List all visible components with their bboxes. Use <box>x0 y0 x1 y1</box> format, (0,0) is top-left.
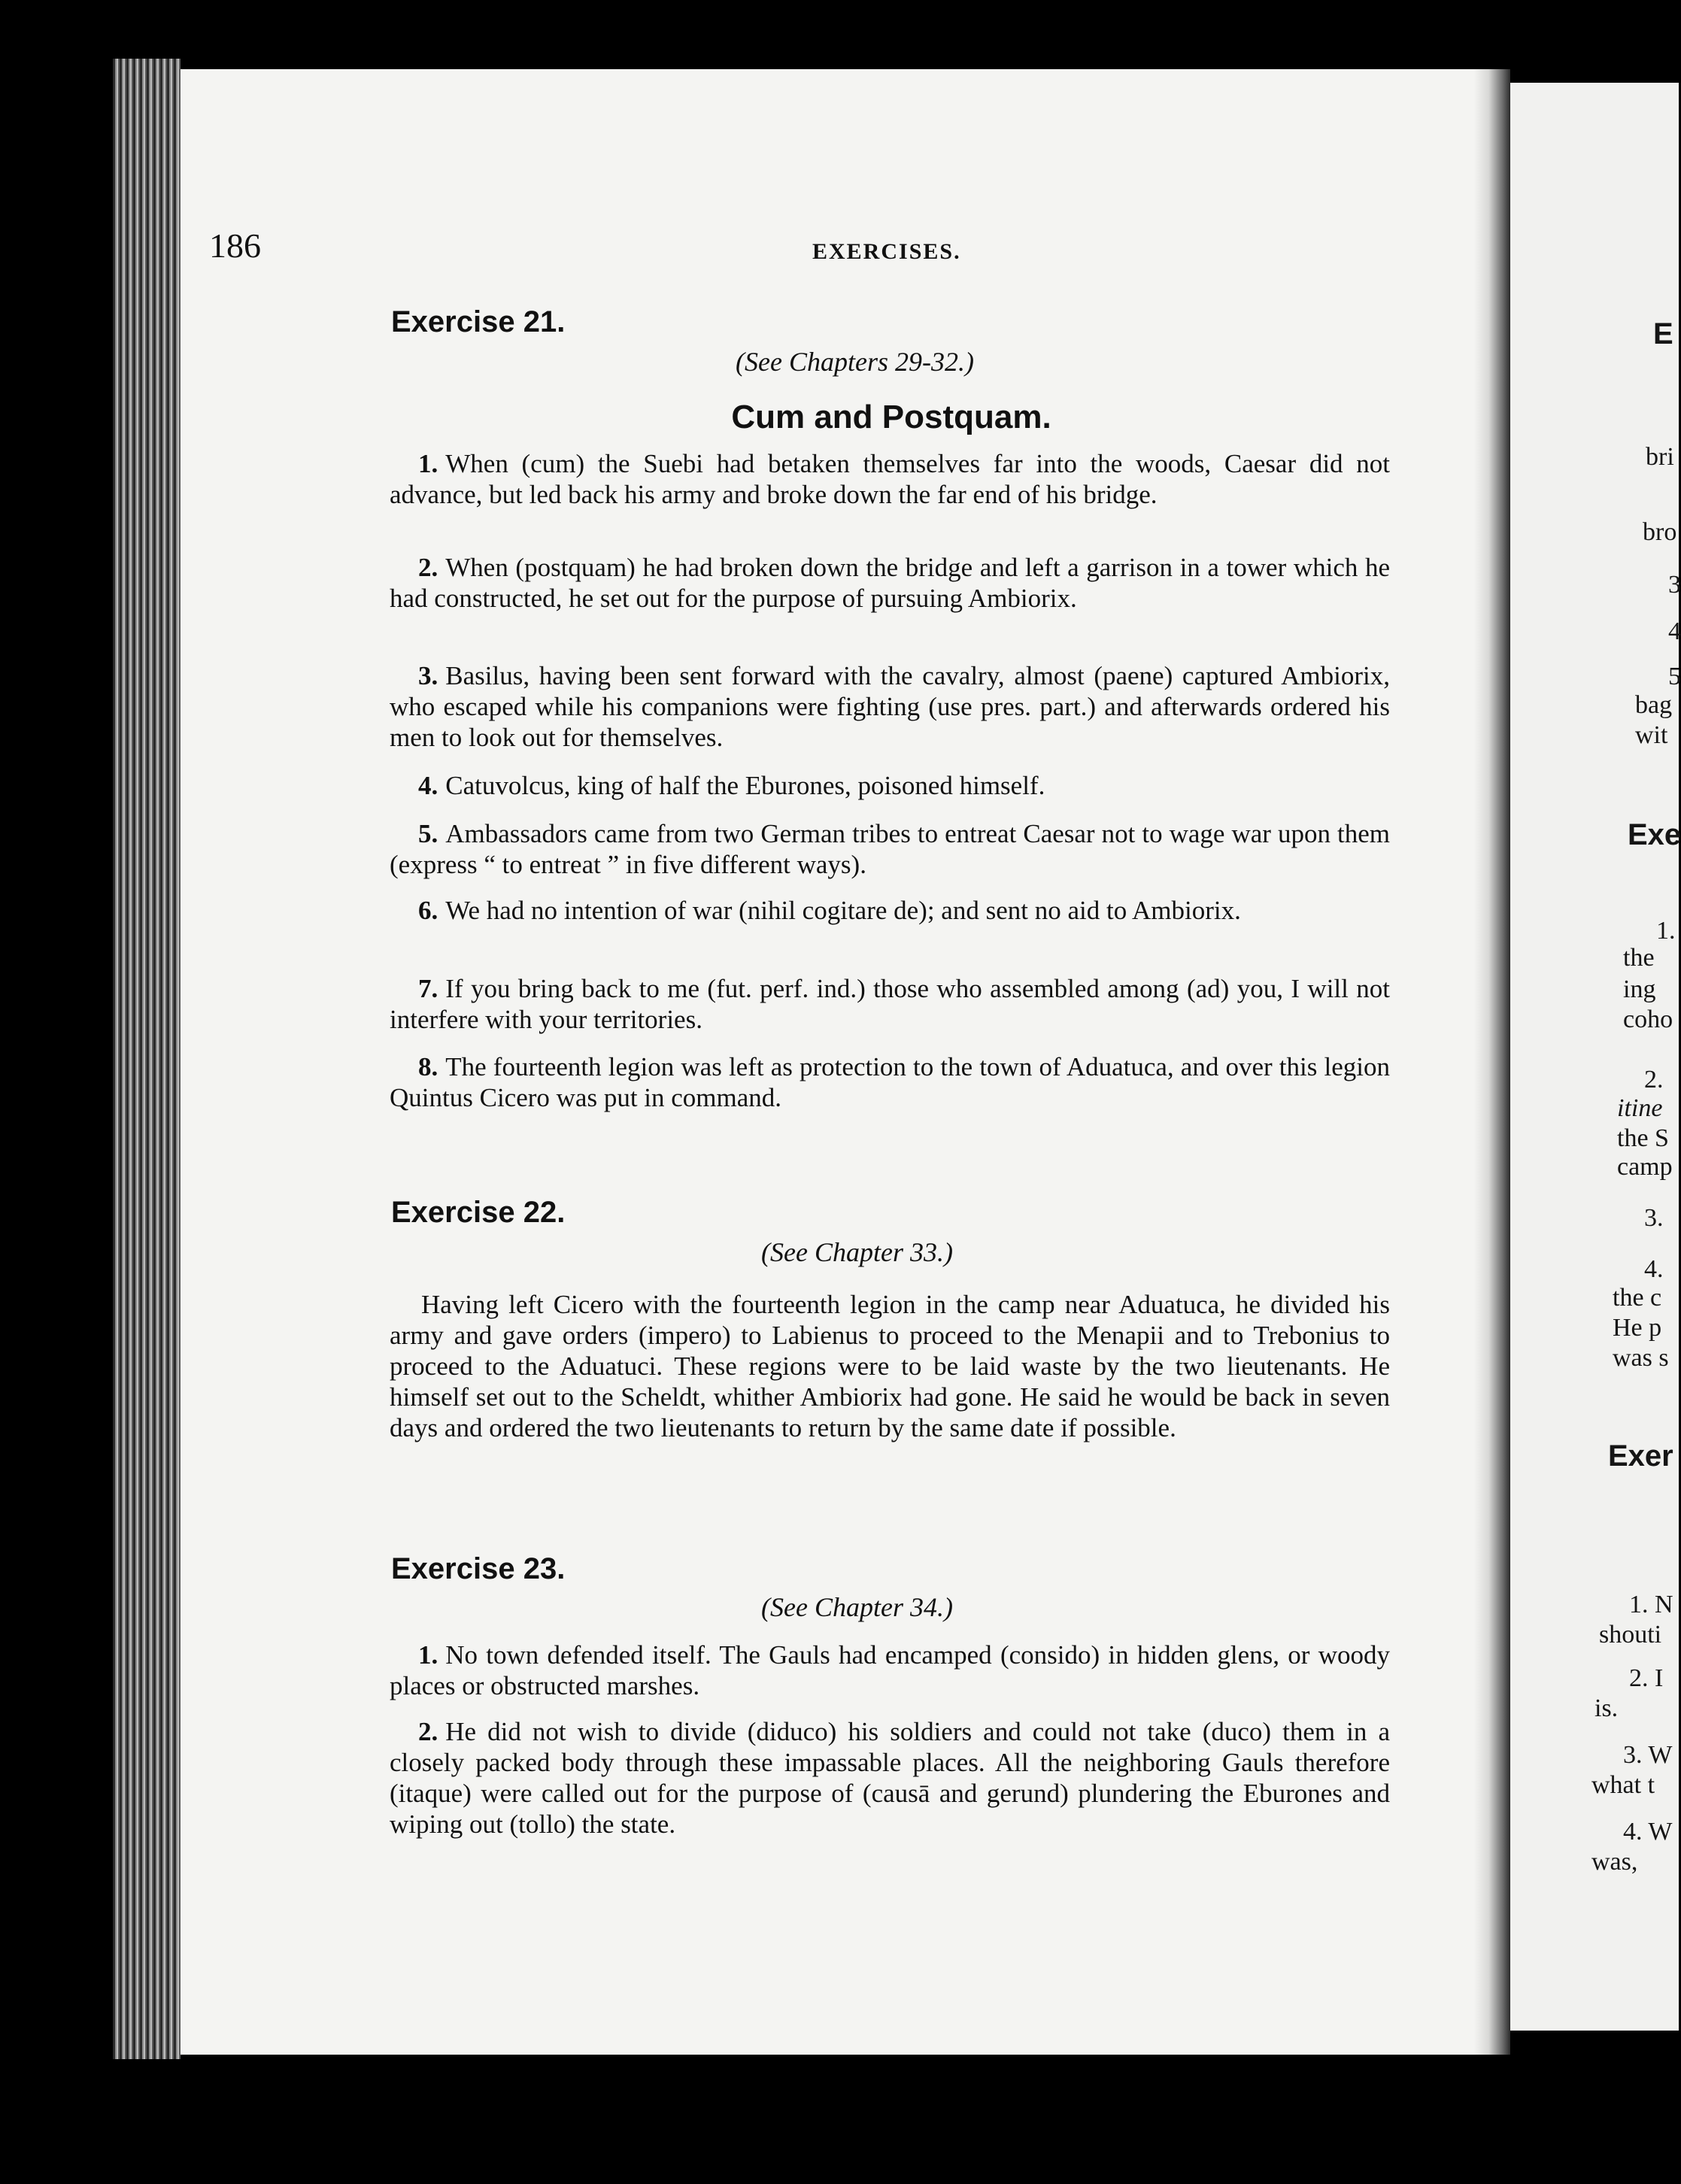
facing-fragment: 1. N <box>1629 1591 1673 1618</box>
exercise-22-text: Having left Cicero with the fourteenth legion in the camp near Aduatuca, he divided his army and gave orders (impero) to Labienus to proceed to the Menapii and to Trebonius to proceed to the Aduatuci. These regions were to be laid waste by the two lieutenants. He himself set out to the Scheldt, whither Ambiorix had gone. He said he would be back in seven days and ordered the two lieutenants to return by the same date if possible. <box>390 1290 1390 1442</box>
item-number: 1. <box>418 449 438 478</box>
exercise-21-item <box>390 448 1390 510</box>
item-text: Ambassadors came from two German tribes to entreat Caesar not to wage war upon them (express “ to entreat ” in five different ways). <box>390 819 1390 879</box>
facing-fragment: 1. <box>1656 917 1676 945</box>
item-text: Catuvolcus, king of half the Eburones, poisoned himself. <box>445 771 1045 800</box>
item-text: When (postquam) he had broken down the bridge and left a garrison in a tower which he had constructed, he set out for the purpose of pursuing Ambiorix. <box>390 553 1390 613</box>
book-gutter <box>1474 69 1510 2055</box>
facing-fragment: bag <box>1635 691 1673 719</box>
page-stack-edge <box>113 59 181 2059</box>
item-number: 7. <box>418 974 438 1003</box>
item-text: He did not wish to divide (diduco) his soldiers and could not take (duco) them in a closely packed body through these impassable places. All the neighboring Gauls therefore (itaque) were called out for the purpose of (causā and gerund) plundering the Eburones and wiping out (tollo) the state. <box>390 1717 1390 1839</box>
facing-fragment: is. <box>1595 1694 1619 1722</box>
exercise-21-item <box>390 770 1390 801</box>
item-number: 3. <box>418 661 438 690</box>
item-number: 2. <box>418 553 438 582</box>
exercise-23-title: Exercise 23. <box>391 1552 566 1585</box>
item-number: 2. <box>418 1717 438 1746</box>
facing-fragment: bro <box>1643 518 1677 546</box>
facing-fragment: 5 <box>1668 663 1681 690</box>
facing-fragment: ing <box>1623 975 1656 1003</box>
facing-fragment: what t <box>1591 1771 1655 1799</box>
facing-fragment: 3 <box>1668 571 1681 599</box>
facing-fragment: itine <box>1617 1094 1663 1122</box>
exercise-23-item <box>390 1640 1390 1701</box>
item-number: 1. <box>418 1640 438 1670</box>
exercise-22-title: Exercise 22. <box>391 1196 566 1229</box>
exercise-22-reference: (See Chapter 33.) <box>761 1237 953 1267</box>
exercise-21-title: Exercise 21. <box>391 305 566 338</box>
running-head: EXERCISES. <box>812 239 961 264</box>
facing-fragment: was, <box>1591 1848 1638 1876</box>
facing-fragment: 3. <box>1644 1204 1664 1232</box>
exercise-21-item <box>390 552 1390 614</box>
item-text: Basilus, having been sent forward with the cavalry, almost (paene) captured Ambiorix, who escaped while his companions were fighting (use pres. part.) and afterwards ordered his men to look out for themselves. <box>390 661 1390 752</box>
facing-fragment: the S <box>1617 1124 1669 1152</box>
exercise-21-item <box>390 818 1390 880</box>
item-text: The fourteenth legion was left as protection to the town of Aduatuca, and over this legion Quintus Cicero was put in command. <box>390 1052 1390 1112</box>
facing-fragment: Exer <box>1608 1439 1673 1473</box>
facing-fragment: 4 <box>1668 617 1681 645</box>
facing-fragment: 3. W <box>1623 1741 1673 1769</box>
facing-fragment: 4. W <box>1623 1818 1673 1846</box>
item-text: No town defended itself. The Gauls had encamped (consido) in hidden glens, or woody places or obstructed marshes. <box>390 1640 1390 1700</box>
exercise-23-item <box>390 1716 1390 1840</box>
item-text: If you bring back to me (fut. perf. ind.) those who assembled among (ad) you, I will not interfere with your territories. <box>390 974 1390 1034</box>
page-number: 186 <box>209 226 261 265</box>
facing-fragment: E <box>1653 317 1673 350</box>
facing-fragment: shouti <box>1599 1621 1662 1649</box>
facing-fragment: coho <box>1623 1006 1673 1033</box>
facing-fragment: 4. <box>1644 1255 1664 1283</box>
facing-fragment: the c <box>1613 1284 1662 1312</box>
exercise-21-reference: (See Chapters 29-32.) <box>736 347 974 377</box>
exercise-21-topic: Cum and Postquam. <box>731 399 1051 435</box>
facing-fragment: was s <box>1613 1344 1669 1372</box>
facing-fragment: bri <box>1646 443 1674 471</box>
facing-fragment: camp <box>1617 1153 1673 1181</box>
facing-fragment: He p <box>1613 1314 1662 1342</box>
exercise-23-reference: (See Chapter 34.) <box>761 1592 953 1622</box>
facing-fragment: wit <box>1635 721 1668 749</box>
item-number: 8. <box>418 1052 438 1081</box>
item-number: 4. <box>418 771 438 800</box>
item-number: 5. <box>418 819 438 848</box>
exercise-21-item <box>390 973 1390 1035</box>
facing-fragment: Exe <box>1628 818 1681 851</box>
facing-fragment: 2. <box>1644 1066 1664 1094</box>
exercise-21-item <box>390 895 1390 926</box>
item-text: When (cum) the Suebi had betaken themselves far into the woods, Caesar did not advance, but led back his army and broke down the far end of his bridge. <box>390 449 1390 509</box>
item-number: 6. <box>418 896 438 925</box>
exercise-21-item <box>390 1051 1390 1113</box>
item-text: We had no intention of war (nihil cogitare de); and sent no aid to Ambiorix. <box>445 896 1241 925</box>
facing-page <box>1510 83 1679 2031</box>
exercise-21-item <box>390 660 1390 753</box>
facing-fragment: 2. I <box>1629 1664 1664 1692</box>
facing-fragment: the <box>1623 944 1655 972</box>
